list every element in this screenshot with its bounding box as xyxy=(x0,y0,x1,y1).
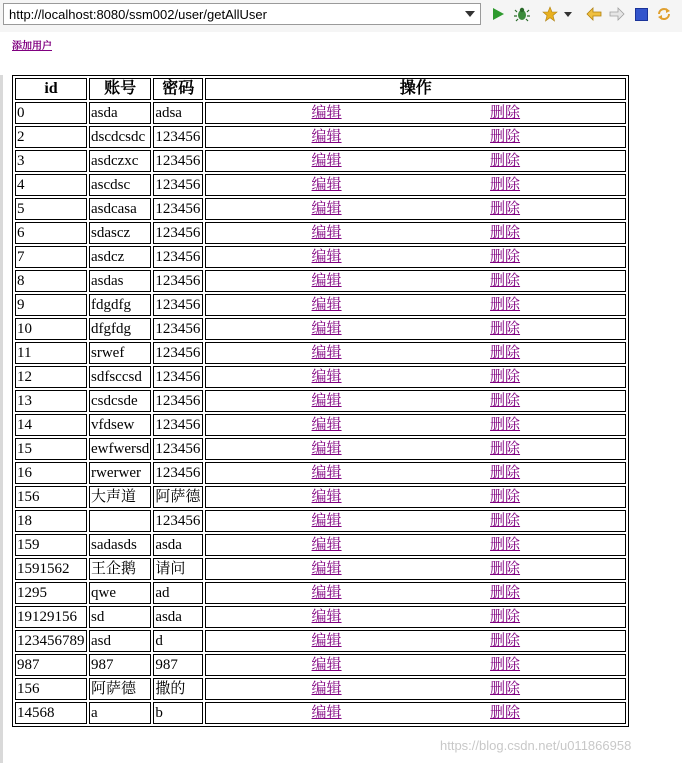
delete-link[interactable]: 删除 xyxy=(490,129,521,145)
cell-id: 159 xyxy=(15,534,87,556)
cell-account: asdcz xyxy=(89,246,151,268)
table-row xyxy=(15,606,626,628)
cell-account: rwerwer xyxy=(89,462,151,484)
cell-actions xyxy=(205,174,626,196)
cell-id: 10 xyxy=(15,318,87,340)
cell-account: sd xyxy=(89,606,151,628)
cell-password: 阿萨德 xyxy=(153,486,203,508)
edit-link[interactable]: 编辑 xyxy=(311,369,342,385)
cell-password: 123456 xyxy=(153,150,203,172)
delete-link[interactable]: 删除 xyxy=(490,345,521,361)
cell-account: asd xyxy=(89,630,151,652)
edit-link[interactable]: 编辑 xyxy=(311,657,342,673)
cell-actions xyxy=(205,630,626,652)
refresh-icon[interactable] xyxy=(655,5,673,23)
edit-link[interactable]: 编辑 xyxy=(311,153,342,169)
cell-actions xyxy=(205,366,626,388)
table-row xyxy=(15,462,626,484)
favorite-star-icon[interactable] xyxy=(541,5,559,23)
delete-link[interactable]: 删除 xyxy=(490,225,521,241)
cell-account: 987 xyxy=(89,654,151,676)
delete-link[interactable]: 删除 xyxy=(490,561,521,577)
cell-actions xyxy=(205,126,626,148)
cell-id: 156 xyxy=(15,486,87,508)
cell-password: 123456 xyxy=(153,174,203,196)
edit-link[interactable]: 编辑 xyxy=(311,681,342,697)
cell-password: 123456 xyxy=(153,390,203,412)
delete-link[interactable]: 删除 xyxy=(490,657,521,673)
edit-link[interactable]: 编辑 xyxy=(311,633,342,649)
cell-password: 123456 xyxy=(153,198,203,220)
edit-link[interactable]: 编辑 xyxy=(311,273,342,289)
table-row xyxy=(15,558,626,580)
edit-link[interactable]: 编辑 xyxy=(311,609,342,625)
cell-password: 123456 xyxy=(153,366,203,388)
cell-actions xyxy=(205,150,626,172)
cell-actions xyxy=(205,678,626,700)
table-row xyxy=(15,654,626,676)
delete-link[interactable]: 删除 xyxy=(490,585,521,601)
debug-icon[interactable] xyxy=(513,5,531,23)
cell-password: 123456 xyxy=(153,222,203,244)
cell-password: asda xyxy=(153,534,203,556)
cell-actions xyxy=(205,582,626,604)
table-row xyxy=(15,342,626,364)
delete-link[interactable]: 删除 xyxy=(490,681,521,697)
delete-link[interactable]: 删除 xyxy=(490,273,521,289)
edit-link[interactable]: 编辑 xyxy=(311,297,342,313)
header-id: id xyxy=(15,78,87,100)
cell-actions xyxy=(205,198,626,220)
cell-password: 123456 xyxy=(153,414,203,436)
cell-account: sdfsccsd xyxy=(89,366,151,388)
cell-actions xyxy=(205,318,626,340)
cell-password: 123456 xyxy=(153,438,203,460)
delete-link[interactable]: 删除 xyxy=(490,105,521,121)
cell-account: qwe xyxy=(89,582,151,604)
delete-link[interactable]: 删除 xyxy=(490,513,521,529)
table-row xyxy=(15,366,626,388)
cell-actions xyxy=(205,270,626,292)
cell-id: 14568 xyxy=(15,702,87,724)
cell-actions xyxy=(205,534,626,556)
table-row xyxy=(15,582,626,604)
header-password: 密码 xyxy=(153,78,203,100)
table-row xyxy=(15,150,626,172)
cell-actions xyxy=(205,702,626,724)
add-user-link[interactable]: 添加用户 xyxy=(12,41,52,52)
cell-account: csdcsde xyxy=(89,390,151,412)
left-edge-bar xyxy=(0,75,3,763)
cell-id: 8 xyxy=(15,270,87,292)
cell-actions xyxy=(205,294,626,316)
edit-link[interactable]: 编辑 xyxy=(311,705,342,721)
edit-link[interactable]: 编辑 xyxy=(311,129,342,145)
table-row xyxy=(15,294,626,316)
cell-account: sdascz xyxy=(89,222,151,244)
chevron-down-icon[interactable] xyxy=(562,5,574,23)
edit-link[interactable]: 编辑 xyxy=(311,585,342,601)
delete-link[interactable]: 删除 xyxy=(490,201,521,217)
browser-toolbar xyxy=(0,0,682,32)
edit-link[interactable]: 编辑 xyxy=(311,561,342,577)
cell-id: 4 xyxy=(15,174,87,196)
delete-link[interactable]: 删除 xyxy=(490,633,521,649)
cell-password: 123456 xyxy=(153,462,203,484)
cell-password: ad xyxy=(153,582,203,604)
cell-password: 123456 xyxy=(153,126,203,148)
cell-actions xyxy=(205,510,626,532)
cell-password: 123456 xyxy=(153,342,203,364)
cell-account: asda xyxy=(89,102,151,124)
edit-link[interactable]: 编辑 xyxy=(311,177,342,193)
cell-password: 123456 xyxy=(153,510,203,532)
table-row xyxy=(15,678,626,700)
user-table xyxy=(12,75,629,727)
cell-actions xyxy=(205,222,626,244)
url-input[interactable] xyxy=(4,4,459,24)
edit-link[interactable]: 编辑 xyxy=(311,225,342,241)
delete-link[interactable]: 删除 xyxy=(490,369,521,385)
cell-id: 0 xyxy=(15,102,87,124)
cell-actions xyxy=(205,246,626,268)
edit-link[interactable]: 编辑 xyxy=(311,537,342,553)
delete-link[interactable]: 删除 xyxy=(490,393,521,409)
run-icon[interactable] xyxy=(489,5,507,23)
delete-link[interactable]: 删除 xyxy=(490,177,521,193)
cell-actions xyxy=(205,486,626,508)
cell-actions xyxy=(205,390,626,412)
delete-link[interactable]: 删除 xyxy=(490,417,521,433)
cell-account: ascdsc xyxy=(89,174,151,196)
cell-account: asdas xyxy=(89,270,151,292)
cell-id: 13 xyxy=(15,390,87,412)
table-row xyxy=(15,534,626,556)
edit-link[interactable]: 编辑 xyxy=(311,249,342,265)
cell-actions xyxy=(205,342,626,364)
delete-link[interactable]: 删除 xyxy=(490,153,521,169)
cell-id: 2 xyxy=(15,126,87,148)
cell-actions xyxy=(205,462,626,484)
table-row xyxy=(15,390,626,412)
cell-id: 156 xyxy=(15,678,87,700)
table-row xyxy=(15,630,626,652)
table-header-row xyxy=(15,78,626,100)
cell-id: 987 xyxy=(15,654,87,676)
table-row xyxy=(15,222,626,244)
cell-password: 123456 xyxy=(153,318,203,340)
cell-password: 请问 xyxy=(153,558,203,580)
cell-password: 撒的 xyxy=(153,678,203,700)
watermark: https://blog.csdn.net/u011866958 xyxy=(440,738,632,753)
cell-password: d xyxy=(153,630,203,652)
cell-actions xyxy=(205,558,626,580)
cell-id: 12 xyxy=(15,366,87,388)
cell-actions xyxy=(205,414,626,436)
forward-arrow-icon[interactable] xyxy=(608,5,626,23)
table-row xyxy=(15,414,626,436)
table-row xyxy=(15,198,626,220)
cell-actions xyxy=(205,606,626,628)
cell-password: 987 xyxy=(153,654,203,676)
cell-id: 1295 xyxy=(15,582,87,604)
cell-password: asda xyxy=(153,606,203,628)
cell-id: 18 xyxy=(15,510,87,532)
cell-account: sadasds xyxy=(89,534,151,556)
delete-link[interactable]: 删除 xyxy=(490,609,521,625)
delete-link[interactable]: 删除 xyxy=(490,249,521,265)
edit-link[interactable]: 编辑 xyxy=(311,417,342,433)
cell-account: asdczxc xyxy=(89,150,151,172)
cell-actions xyxy=(205,438,626,460)
table-row xyxy=(15,702,626,724)
edit-link[interactable]: 编辑 xyxy=(311,489,342,505)
cell-account: 大声道 xyxy=(89,486,151,508)
cell-id: 6 xyxy=(15,222,87,244)
cell-password: 123456 xyxy=(153,246,203,268)
table-row xyxy=(15,510,626,532)
address-bar[interactable] xyxy=(3,3,481,25)
delete-link[interactable]: 删除 xyxy=(490,489,521,505)
cell-password: adsa xyxy=(153,102,203,124)
delete-link[interactable]: 删除 xyxy=(490,441,521,457)
table-row xyxy=(15,318,626,340)
cell-account: fdgdfg xyxy=(89,294,151,316)
cell-account: ewfwersd xyxy=(89,438,151,460)
cell-id: 1591562 xyxy=(15,558,87,580)
cell-id: 5 xyxy=(15,198,87,220)
cell-id: 19129156 xyxy=(15,606,87,628)
stop-icon[interactable] xyxy=(632,5,650,23)
cell-id: 9 xyxy=(15,294,87,316)
table-row xyxy=(15,246,626,268)
cell-id: 14 xyxy=(15,414,87,436)
header-account: 账号 xyxy=(89,78,151,100)
cell-account xyxy=(89,510,151,532)
delete-link[interactable]: 删除 xyxy=(490,465,521,481)
cell-id: 7 xyxy=(15,246,87,268)
cell-password: 123456 xyxy=(153,294,203,316)
cell-password: 123456 xyxy=(153,270,203,292)
delete-link[interactable]: 删除 xyxy=(490,705,521,721)
edit-link[interactable]: 编辑 xyxy=(311,201,342,217)
table-row xyxy=(15,174,626,196)
cell-account: vfdsew xyxy=(89,414,151,436)
back-arrow-icon[interactable] xyxy=(585,5,603,23)
table-row xyxy=(15,270,626,292)
delete-link[interactable]: 删除 xyxy=(490,321,521,337)
edit-link[interactable]: 编辑 xyxy=(311,105,342,121)
edit-link[interactable]: 编辑 xyxy=(311,441,342,457)
table-row xyxy=(15,102,626,124)
cell-id: 16 xyxy=(15,462,87,484)
table-row xyxy=(15,486,626,508)
cell-id: 123456789 xyxy=(15,630,87,652)
cell-account: dfgfdg xyxy=(89,318,151,340)
edit-link[interactable]: 编辑 xyxy=(311,465,342,481)
delete-link[interactable]: 删除 xyxy=(490,537,521,553)
cell-account: a xyxy=(89,702,151,724)
cell-actions xyxy=(205,102,626,124)
table-row xyxy=(15,438,626,460)
header-actions: 操作 xyxy=(205,78,626,100)
cell-id: 11 xyxy=(15,342,87,364)
edit-link[interactable]: 编辑 xyxy=(311,393,342,409)
cell-actions xyxy=(205,654,626,676)
table-row xyxy=(15,126,626,148)
cell-account: 阿萨德 xyxy=(89,678,151,700)
cell-id: 15 xyxy=(15,438,87,460)
dropdown-arrow-icon[interactable] xyxy=(460,4,480,24)
cell-account: 王企鹅 xyxy=(89,558,151,580)
edit-link[interactable]: 编辑 xyxy=(311,345,342,361)
edit-link[interactable]: 编辑 xyxy=(311,321,342,337)
cell-account: asdcasa xyxy=(89,198,151,220)
delete-link[interactable]: 删除 xyxy=(490,297,521,313)
cell-id: 3 xyxy=(15,150,87,172)
cell-account: dscdcsdc xyxy=(89,126,151,148)
edit-link[interactable]: 编辑 xyxy=(311,513,342,529)
cell-account: srwef xyxy=(89,342,151,364)
cell-password: b xyxy=(153,702,203,724)
